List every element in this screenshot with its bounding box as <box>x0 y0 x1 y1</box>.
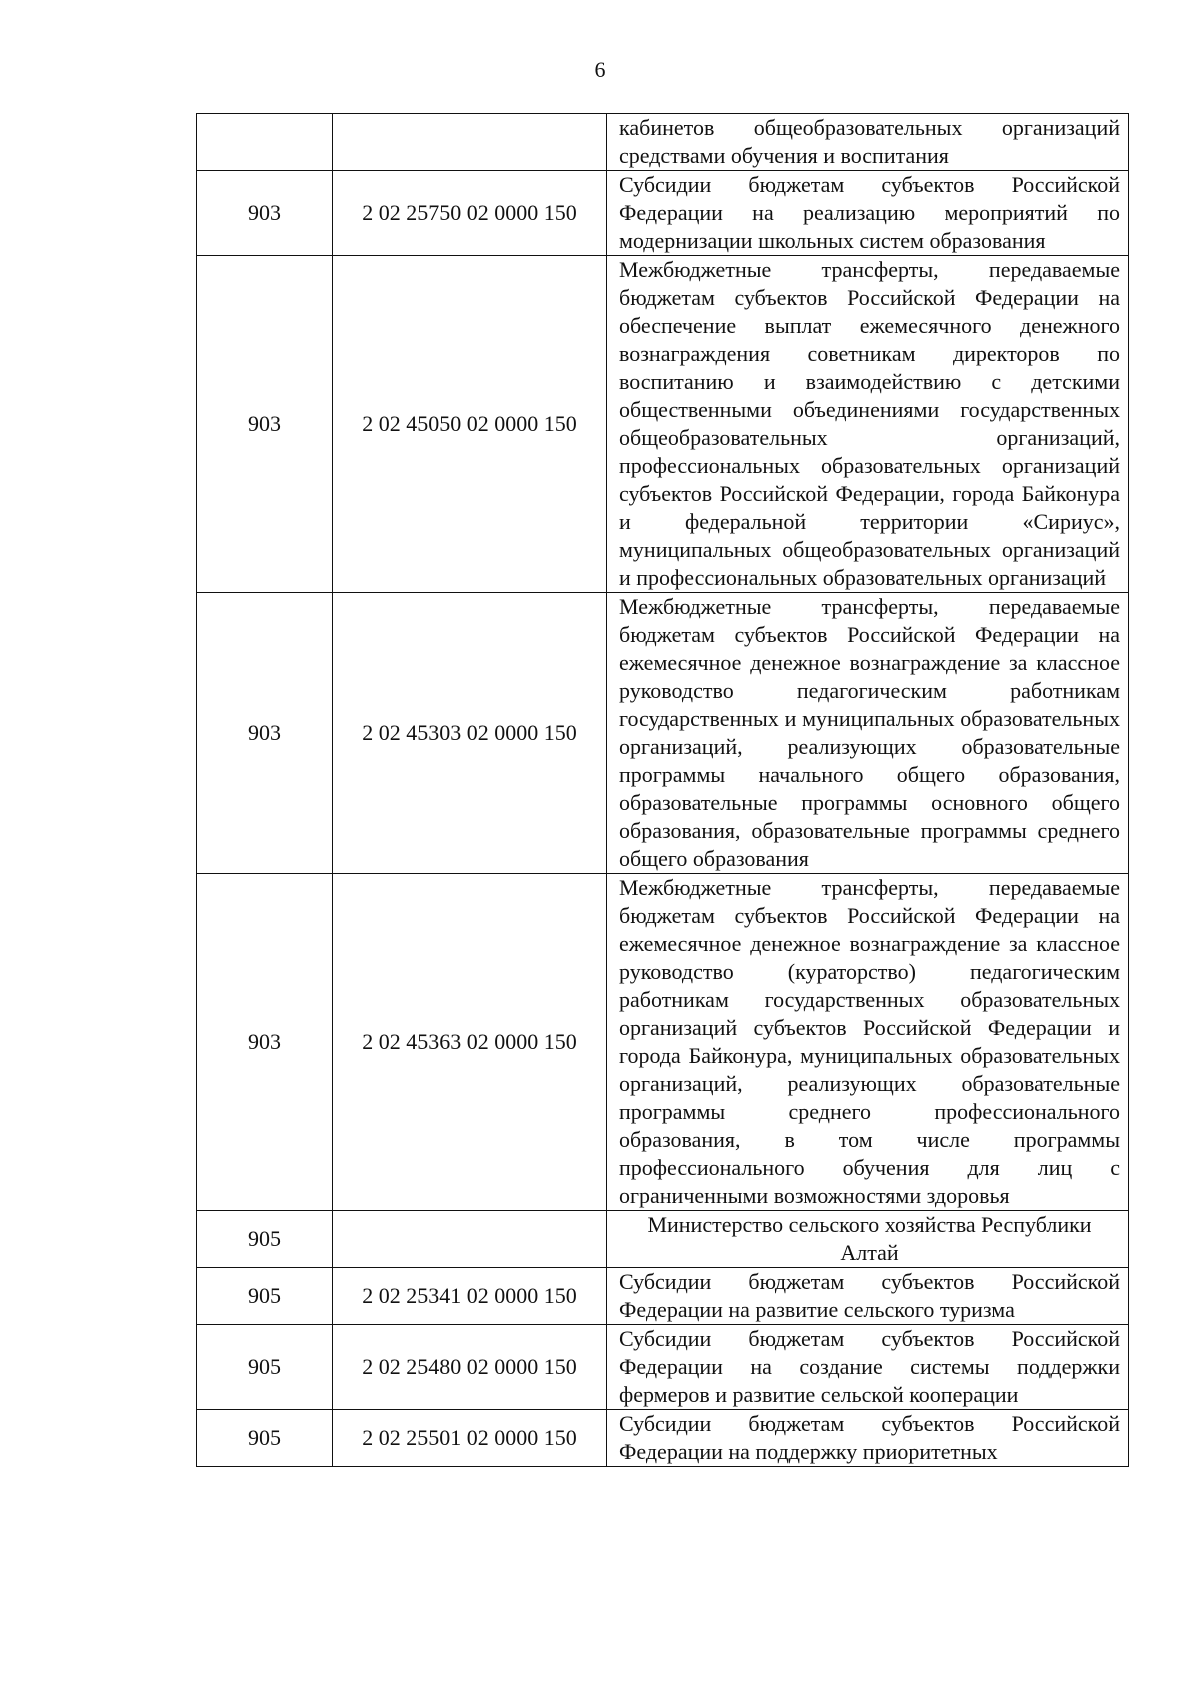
budget-codes-table <box>196 113 1129 1467</box>
revenue-code-cell <box>333 1211 607 1268</box>
revenue-code-cell: 2 02 25480 02 0000 150 <box>333 1325 607 1410</box>
table-body <box>197 114 1129 1467</box>
revenue-code-cell <box>333 114 607 171</box>
table-row <box>197 1325 1129 1410</box>
table-row <box>197 171 1129 256</box>
admin-code-cell: 903 <box>197 593 333 874</box>
revenue-name-cell: кабинетов общеобразовательных организаций средствами обучения и воспитания <box>607 114 1129 171</box>
revenue-name-cell: Межбюджетные трансферты, передаваемые бюджетам субъектов Российской Федерации на обеспечение выплат ежемесячного денежного вознаграждения советникам директоров по воспитанию и взаимодействию с детскими общественными объединениями государственных общеобразовательных организаций, профессиональных образовательных организаций субъектов Российской Федерации, города Байконура и федеральной территории «Сириус», муниципальных общеобразовательных организаций и профессиональных образовательных организаций <box>607 256 1129 593</box>
revenue-name-cell: Субсидии бюджетам субъектов Российской Федерации на развитие сельского туризма <box>607 1268 1129 1325</box>
revenue-code-cell: 2 02 45050 02 0000 150 <box>333 256 607 593</box>
admin-code-cell: 903 <box>197 256 333 593</box>
page-number: 6 <box>594 57 606 82</box>
revenue-name-cell: Субсидии бюджетам субъектов Российской Федерации на реализацию мероприятий по модернизации школьных систем образования <box>607 171 1129 256</box>
admin-code-cell <box>197 114 333 171</box>
table-row <box>197 1410 1129 1467</box>
table-row <box>197 256 1129 593</box>
table-row <box>197 1268 1129 1325</box>
revenue-code-cell: 2 02 45303 02 0000 150 <box>333 593 607 874</box>
admin-code-cell: 903 <box>197 874 333 1211</box>
table-row <box>197 874 1129 1211</box>
admin-code-cell: 905 <box>197 1268 333 1325</box>
admin-code-cell: 905 <box>197 1211 333 1268</box>
table-row <box>197 593 1129 874</box>
revenue-code-cell: 2 02 25501 02 0000 150 <box>333 1410 607 1467</box>
table-row <box>197 114 1129 171</box>
admin-code-cell: 905 <box>197 1325 333 1410</box>
administrator-heading-cell: Министерство сельского хозяйства Республики Алтай <box>607 1211 1129 1268</box>
revenue-code-cell: 2 02 45363 02 0000 150 <box>333 874 607 1211</box>
admin-code-cell: 903 <box>197 171 333 256</box>
revenue-name-cell: Субсидии бюджетам субъектов Российской Федерации на создание системы поддержки фермеров и развитие сельской кооперации <box>607 1325 1129 1410</box>
table-row <box>197 1211 1129 1268</box>
revenue-code-cell: 2 02 25750 02 0000 150 <box>333 171 607 256</box>
revenue-name-cell: Субсидии бюджетам субъектов Российской Федерации на поддержку приоритетных <box>607 1410 1129 1467</box>
revenue-name-cell: Межбюджетные трансферты, передаваемые бюджетам субъектов Российской Федерации на ежемесячное денежное вознаграждение за классное руководство (кураторство) педагогическим работникам государственных образовательных организаций субъектов Российской Федерации и города Байконура, муниципальных образовательных организаций, реализующих образовательные программы среднего профессионального образования, в том числе программы профессионального обучения для лиц с ограниченными возможностями здоровья <box>607 874 1129 1211</box>
revenue-name-cell: Межбюджетные трансферты, передаваемые бюджетам субъектов Российской Федерации на ежемесячное денежное вознаграждение за классное руководство педагогическим работникам государственных и муниципальных образовательных организаций, реализующих образовательные программы начального общего образования, образовательные программы основного общего образования, образовательные программы среднего общего образования <box>607 593 1129 874</box>
revenue-code-cell: 2 02 25341 02 0000 150 <box>333 1268 607 1325</box>
admin-code-cell: 905 <box>197 1410 333 1467</box>
